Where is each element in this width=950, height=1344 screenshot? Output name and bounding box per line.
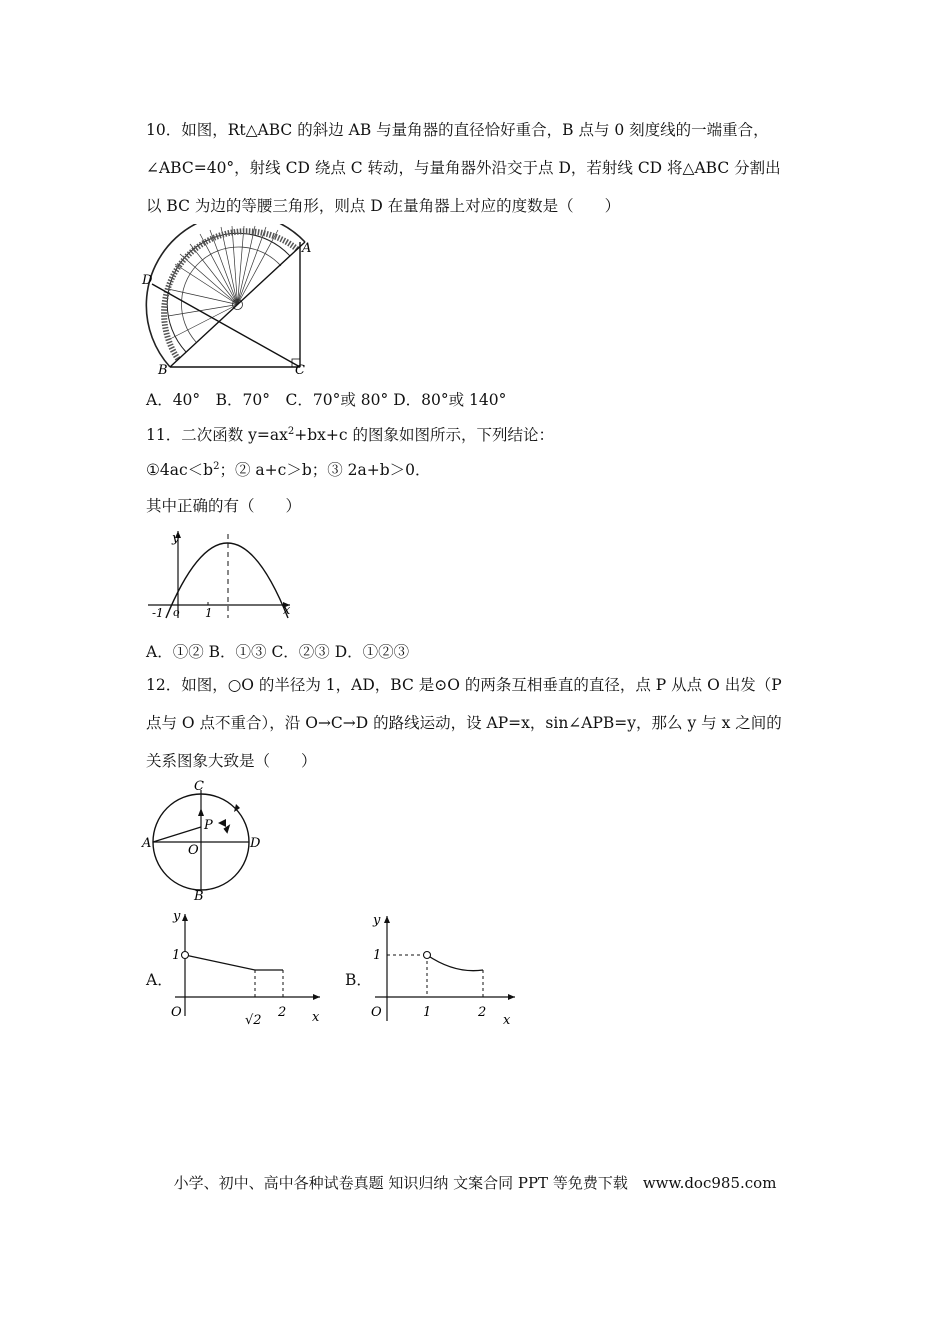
svg-text:O: O (171, 1005, 182, 1020)
q10-options: A．40° B．70° C．70°或 80° D．80°或 140° (146, 391, 507, 409)
q10-text-line2: ∠ABC=40°，射线 CD 绕点 C 转动，与量角器外沿交于点 D，若射线 CD 将△ABC 分割出 (146, 159, 781, 177)
q10-text-line3: 以 BC 为边的等腰三角形，则点 D 在量角器上对应的度数是（ ） (146, 197, 621, 215)
svg-text:x: x (503, 1013, 511, 1028)
label-origin: o (173, 606, 180, 619)
label-C: C (295, 363, 305, 376)
q12-text-line3: 关系图象大致是（ ） (146, 752, 317, 770)
parabola-curve (166, 543, 288, 618)
svg-text:O: O (371, 1005, 382, 1020)
label-y: y (172, 531, 180, 546)
segment-AP (153, 827, 201, 842)
svg-text:2: 2 (278, 1005, 287, 1020)
svg-text:√2: √2 (245, 1013, 262, 1028)
svg-text:x: x (312, 1010, 320, 1025)
svg-text:1: 1 (373, 948, 382, 963)
svg-text:1: 1 (172, 948, 181, 963)
graph-A (165, 906, 325, 1031)
parabola-figure (140, 526, 300, 621)
q12-text-line1: 12．如图，○O 的半径为 1，AD，BC 是⊙O 的两条互相垂直的直径，点 P 从点 O 出发（P (146, 676, 782, 694)
graph-B (365, 906, 520, 1031)
graphA-curve (185, 955, 255, 970)
page-footer: 小学、初中、高中各种试卷真题 知识归纳 文案合同 PPT 等免费下载 www.doc985.com (173, 1174, 777, 1192)
protractor-figure (140, 224, 315, 376)
q11-text-line3: 其中正确的有（ ） (146, 497, 302, 515)
q11-text-line2: $①4ac<b^2$；② a+c＞b；③ 2a+b＞0． (146, 460, 431, 479)
q11-text-line1: 11．二次函数 $y=ax^2+bx+c$ 的图象如图所示，下列结论： (146, 425, 555, 444)
label-P: P (204, 818, 213, 833)
label-x: x (283, 603, 291, 618)
circle-figure (140, 780, 265, 900)
label-B: B (158, 363, 168, 376)
label-A: A (302, 241, 312, 256)
graphA-option-label: A． (146, 971, 173, 989)
graphB-curve (427, 955, 483, 971)
q10-text-line1: 10．如图，Rt△ABC 的斜边 AB 与量角器的直径恰好重合，B 点与 0 刻度线的一端重合， (146, 121, 769, 139)
label-O: O (188, 843, 199, 858)
svg-text:2: 2 (478, 1005, 487, 1020)
label-C: C (194, 780, 204, 794)
label-B: B (194, 889, 204, 900)
q11-options: A．①② B．①③ C．②③ D．①②③ (146, 643, 410, 661)
label-1: 1 (205, 606, 213, 620)
label-D: D (142, 273, 153, 288)
label-neg1: -1 (152, 606, 164, 620)
svg-text:y: y (373, 913, 381, 928)
label-A: A (142, 836, 152, 851)
svg-text:1: 1 (423, 1005, 432, 1020)
label-D: D (250, 836, 261, 851)
graphB-option-label: B． (345, 971, 372, 989)
q12-text-line2: 点与 O 点不重合），沿 O→C→D 的路线运动，设 AP=x，sin∠APB=y，那么 y 与 x 之间的 (146, 714, 782, 732)
svg-text:y: y (173, 909, 181, 924)
